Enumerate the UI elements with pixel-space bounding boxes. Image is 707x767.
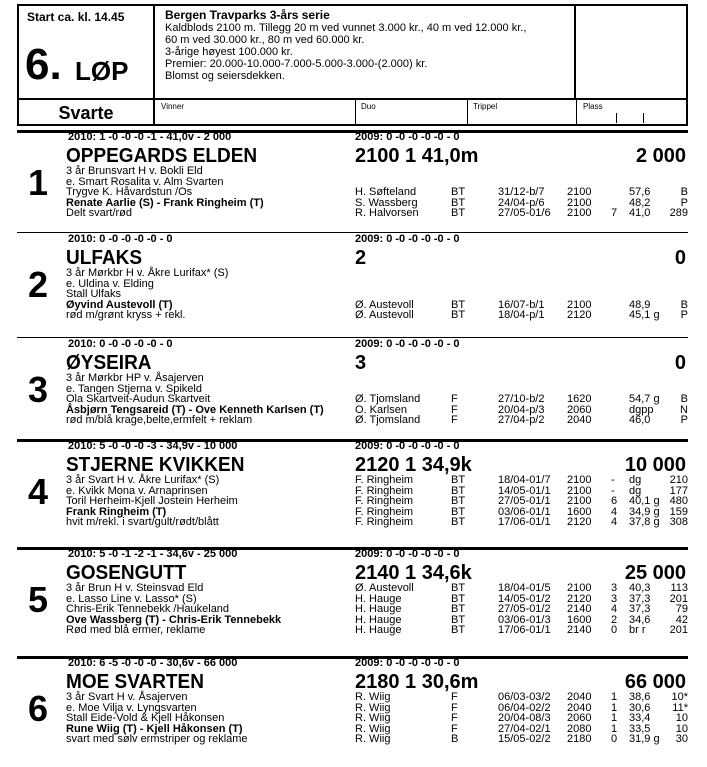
start-driver: F. Ringheim [355,484,414,497]
info-line: e. Moe Vilja v. Lyngsvarten [66,701,197,714]
start-odds: B [680,186,688,198]
start-driver: R. Halvorsen [355,207,419,219]
start-position: 1 [611,691,618,703]
start-distance: 2100 [567,474,592,486]
start-track: BT [451,592,466,605]
col-duo: Duo [361,102,376,111]
start-odds: 11* [672,701,688,714]
start-distance: 1600 [567,505,592,518]
start-date: 18/04-01/7 [498,474,551,486]
start-row [355,583,688,594]
info-line: 3 år Svart H v. Åkre Lurifax* (S) [66,474,220,486]
start-odds: P [680,309,688,321]
stats-2010: 2010: 0 -0 -0 -0 -0 - 0 [68,338,173,350]
start-odds: 10 [675,712,688,724]
start-driver: H. Hauge [355,613,402,626]
start-time: 40,3 [629,582,651,594]
info-line: Stall Ulfaks [66,288,122,300]
stats-2009: 2009: 0 -0 -0 -0 -0 - 0 [355,548,460,560]
horse-entry [18,657,688,767]
start-time: 38,6 [629,691,651,703]
start-date: 27/04-02/1 [498,722,551,735]
start-distance: 2080 [567,722,592,735]
horse-info [66,583,281,636]
start-date: 14/05-01/1 [498,484,551,497]
start-odds: N [680,403,688,416]
start-driver: R. Wiig [355,733,391,745]
horse-info [66,268,228,321]
horse-colors: svart med sølv ermstriper og reklame [66,733,248,745]
start-driver: R. Wiig [355,712,391,724]
info-line: 3 år Svart H v. Åsajerven [66,691,188,703]
info-line: Ola Skartveit-Audun Skartveit [66,393,211,405]
stats-2010: 2010: 5 -0 -0 -0 -3 - 34,9v - 10 000 [68,440,238,452]
start-row [355,394,688,405]
start-position: 0 [611,733,618,745]
start-number: 4 [27,471,49,512]
start-position: 2 [611,613,618,626]
start-track: F [451,414,458,426]
start-odds: 289 [669,207,688,219]
start-position: 4 [611,516,618,528]
start-date: 31/12-b/7 [498,186,545,198]
start-track: BT [451,309,466,321]
start-time: 34,6 [629,613,651,626]
start-distance: 2140 [567,603,592,615]
stats-2009: 2009: 0 -0 -0 -0 -0 - 0 [355,131,460,143]
start-track: F [451,403,458,416]
horse-colors: hvit m/rekl. i svart/gult/rødt/blått [66,516,219,528]
start-distance: 2120 [567,309,592,321]
start-time: 54,7 g [629,393,660,405]
start-driver: H. Hauge [355,624,402,636]
start-track: BT [451,582,466,594]
start-date: 27/05-01/1 [498,495,551,507]
horse-prize: 10 000 [624,454,686,476]
start-time: 33,5 [629,722,651,735]
start-odds: 177 [669,484,688,497]
start-odds: 10 [675,722,688,735]
start-position: 6 [611,495,618,507]
col-trippel: Trippel [473,102,498,111]
start-driver: Ø. Austevoll [355,298,414,311]
start-distance: 2120 [567,516,592,528]
stats-2009: 2009: 0 -0 -0 -0 -0 - 0 [355,657,460,669]
start-date: 18/04-01/5 [498,582,551,594]
start-track: BT [451,495,466,507]
color-label-box [17,98,155,126]
horse-entry [18,440,688,548]
start-track: F [451,722,458,735]
driver-trainer: Åsbjørn Tengsareid (T) - Ove Kenneth Karlsen (T) [66,403,324,416]
start-history [355,300,688,321]
start-driver: H. Hauge [355,603,402,615]
start-track: F [451,701,458,714]
col-plass: Plass [583,102,603,111]
start-odds: 210 [669,474,688,486]
start-time: 48,2 [629,196,651,209]
race-word: LØP [75,56,129,86]
start-date: 27/05-01/6 [498,207,551,219]
start-distance: 2060 [567,403,592,416]
start-track: BT [451,603,466,615]
start-distance: 2100 [567,298,592,311]
start-position: - [611,484,615,497]
driver-trainer: Øyvind Austevoll (T) [66,298,173,311]
start-odds: B [680,298,688,311]
start-history [355,692,688,745]
horse-prize: 66 000 [624,671,686,693]
start-row [355,734,688,745]
start-distance: 2100 [567,484,592,497]
start-odds: 308 [669,516,688,528]
start-distance: 2100 [567,186,592,198]
start-time: 33,4 [629,712,651,724]
info-line: e. Uldina v. Elding [66,277,154,290]
start-date: 03/06-01/3 [498,613,551,626]
horse-info [66,692,248,745]
start-time: dg [629,484,642,497]
start-row [355,625,688,636]
start-track: BT [451,207,466,219]
start-track: BT [451,613,466,626]
start-date: 17/06-01/1 [498,516,551,528]
start-position: 4 [611,603,618,615]
start-date: 15/05-02/2 [498,733,551,745]
start-driver: R. Wiig [355,691,391,703]
info-line: e. Kvikk Mona v. Arnaprinsen [66,484,208,497]
start-odds: 201 [669,592,688,605]
horse-entry [18,233,688,338]
start-distance: 2140 [567,624,592,636]
start-position: 3 [611,582,618,594]
stats-2009: 2009: 0 -0 -0 -0 -0 - 0 [355,338,460,350]
horse-name: STJERNE KVIKKEN [66,454,245,476]
start-driver: F. Ringheim [355,516,414,528]
start-driver: O. Karlsen [355,403,407,416]
start-time: 46,0 [629,414,651,426]
start-driver: H. Hauge [355,592,402,605]
start-position: - [611,474,615,486]
start-distance: 2100 [567,582,592,594]
start-date: 14/05-01/2 [498,592,551,605]
start-number: 1 [27,162,49,203]
start-driver: F. Ringheim [355,495,414,507]
info-line: Stall Eide-Vold & Kjell Håkonsen [66,712,225,724]
start-distance: 2180 [567,733,592,745]
start-distance: 2100 [567,495,592,507]
start-row [355,310,688,321]
stats-2009: 2009: 0 -0 -0 -0 -0 - 0 [355,440,460,452]
start-date: 27/10-b/2 [498,393,545,405]
start-position: 4 [611,505,618,518]
start-row [355,475,688,486]
start-time: 45,1 g [629,309,660,321]
start-track: BT [451,196,466,209]
start-driver: F. Ringheim [355,474,414,486]
horse-info [66,475,238,528]
start-odds: 480 [669,495,688,507]
start-date: 03/06-01/1 [498,505,551,518]
start-odds: B [680,393,688,405]
race-number: 6. [25,40,62,89]
start-time: 40,1 g [629,495,660,507]
stats-2010: 2010: 1 -0 -0 -0 -1 - 41,0v - 2 000 [68,131,232,143]
stats-2009: 2009: 0 -0 -0 -0 -0 - 0 [355,233,460,245]
start-track: BT [451,505,466,518]
driver-trainer: Ove Wassberg (T) - Chris-Erik Tennebekk [66,613,282,626]
start-track: BT [451,516,466,528]
start-distance: 2100 [567,196,592,209]
header-blank-box [574,4,688,100]
start-number: 2 [27,264,49,305]
start-odds: 10* [671,691,688,703]
start-row [355,713,688,724]
stats-2010: 2010: 6 -5 -0 -0 -0 - 30,6v - 66 000 [68,657,238,669]
start-time: 41,0 [629,207,651,219]
start-odds: 201 [669,624,688,636]
start-distance: 2040 [567,701,592,714]
start-row [355,187,688,198]
col-vinner: Vinner [161,102,184,111]
start-odds: 159 [669,505,688,518]
start-date: 16/07-b/1 [498,298,545,311]
start-odds: 79 [675,603,688,615]
race-description: Kaldblods 2100 m. Tillegg 20 m ved vunnet 3.000 kr., 40 m ved 12.000 kr., 60 m ved 30.000 kr., 80 m ved 60.000 kr. 3-årige høyest 100.000 kr. Premier: 20.000-10.000-7.000-5.000-3.000-(2.000) kr. Blomst og seiersdekken. [165,22,527,82]
start-date: 20/04-p/3 [498,403,545,416]
start-odds: 113 [670,582,688,594]
start-distance: 2120 [567,592,592,605]
start-time: 31,9 g [629,733,660,745]
horse-record: 3 [355,352,367,374]
start-track: BT [451,186,466,198]
start-history [355,187,688,219]
start-row [355,604,688,615]
start-date: 27/04-p/2 [498,414,545,426]
driver-trainer: Frank Ringheim (T) [66,505,167,518]
start-driver: F. Ringheim [355,505,414,518]
start-track: BT [451,298,466,311]
horse-info [66,166,264,219]
start-number: 3 [27,369,49,410]
start-number: 5 [27,579,49,620]
start-date: 20/04-08/3 [498,712,551,724]
start-number: 6 [27,688,49,729]
start-driver: R. Wiig [355,701,391,714]
start-distance: 2040 [567,691,592,703]
start-date: 06/04-02/2 [498,701,551,714]
start-track: B [451,733,459,745]
horse-prize: 0 [674,352,686,374]
info-line: 3 år Mørkbr H v. Åkre Lurifax* (S) [66,267,229,279]
horse-prize: 25 000 [624,562,686,584]
start-row [355,415,688,426]
start-track: BT [451,624,466,636]
info-line: Chris-Erik Tennebekk /Haukeland [66,603,230,615]
horse-colors: Delt svart/rød [66,207,133,219]
horse-name: MOE SVARTEN [66,671,204,693]
info-line: 3 år Brunsvart H v. Bokli Eld [66,165,203,177]
horse-colors: rød m/blå krage,belte,ermfelt + reklam [66,414,253,426]
start-driver: R. Wiig [355,722,391,735]
start-position: 1 [611,722,618,735]
info-line: e. Smart Rosalita v. Alm Svarten [66,175,224,188]
start-distance: 2060 [567,712,592,724]
start-date: 27/05-01/2 [498,603,551,615]
horse-info [66,373,324,426]
start-position: 1 [611,712,618,724]
start-driver: S. Wassberg [355,196,418,209]
start-distance: 1600 [567,613,592,626]
start-row [355,496,688,507]
horse-prize: 2 000 [635,145,686,167]
horse-entry [18,131,688,233]
stats-2010: 2010: 0 -0 -0 -0 -0 - 0 [68,233,173,245]
start-row [355,517,688,528]
driver-trainer: Rune Wiig (T) - Kjell Håkonsen (T) [66,722,243,735]
start-row [355,208,688,219]
start-track: F [451,393,458,405]
start-position: 7 [611,207,618,219]
horse-name: ØYSEIRA [66,352,152,374]
start-track: BT [451,474,466,486]
horse-name: OPPEGARDS ELDEN [66,145,258,167]
horse-record: 2180 1 30,6m [355,671,479,693]
horse-name: GOSENGUTT [66,562,187,584]
start-date: 17/06-01/1 [498,624,551,636]
start-time: 37,3 [629,603,651,615]
race-title: Bergen Travparks 3-års serie [165,8,330,22]
start-date: 06/03-03/2 [498,691,551,703]
start-date: 18/04-p/1 [498,309,545,321]
horse-record: 2 [355,247,367,269]
driver-trainer: Renate Aarlie (S) - Frank Ringheim (T) [66,196,264,209]
start-time: 34,9 g [629,505,660,518]
start-odds: P [680,414,688,426]
start-time: dgpp [629,403,654,416]
bet-columns [153,98,688,126]
start-position: 1 [611,701,618,714]
info-line: e. Tangen Stjerna v. Spikeld [66,382,202,395]
start-time: 57,6 [629,186,651,198]
info-line: e. Lasso Line v. Lasso* (S) [66,592,197,605]
start-time: dg [629,474,642,486]
start-distance: 1620 [567,393,592,405]
start-distance: 2040 [567,414,592,426]
color-label: Svarte [58,103,114,123]
horse-record: 2140 1 34,6k [355,562,472,584]
race-description-box [153,4,576,100]
start-position: 3 [611,592,618,605]
start-time: 37,8 g [629,516,660,528]
start-history [355,394,688,426]
start-position: 0 [611,624,618,636]
start-driver: H. Søfteland [355,186,417,198]
start-driver: Ø. Austevoll [355,582,414,594]
start-date: 24/04-p/6 [498,196,545,209]
start-row [355,692,688,703]
start-track: F [451,691,458,703]
start-time: br r [629,624,646,636]
info-line: Trygve K. Håvardstun /Os [66,186,193,198]
horse-colors: Rød med blå ermer, reklame [66,624,206,636]
start-time: 30,6 [629,701,651,714]
start-distance: 2100 [567,207,592,219]
info-line: 3 år Brun H v. Steinsvad Eld [66,582,204,594]
start-time: 37,3 [629,592,651,605]
info-line: Toril Herheim-Kjell Jostein Herheim [66,495,238,507]
horse-colors: rød m/grønt kryss + rekl. [66,309,186,321]
horse-entry [18,338,688,440]
start-driver: Ø. Austevoll [355,309,414,321]
horse-record: 2100 1 41,0m [355,145,479,167]
start-time: 48,9 [629,298,651,311]
horse-entry [18,548,688,657]
race-number-box [17,4,155,100]
start-history [355,475,688,528]
start-driver: Ø. Tjomsland [355,414,421,426]
start-track: F [451,712,458,724]
start-history [355,583,688,636]
horse-record: 2120 1 34,9k [355,454,472,476]
start-odds: 42 [675,613,688,626]
start-driver: Ø. Tjomsland [355,393,421,405]
start-odds: P [680,196,688,209]
start-track: BT [451,484,466,497]
start-odds: 30 [675,733,688,745]
start-time: Start ca. kl. 14.45 [27,10,125,24]
horse-name: ULFAKS [66,247,142,269]
horse-prize: 0 [674,247,686,269]
info-line: 3 år Mørkbr HP v. Åsajerven [66,372,204,384]
stats-2010: 2010: 5 -0 -1 -2 -1 - 34,6v - 25 000 [68,548,238,560]
